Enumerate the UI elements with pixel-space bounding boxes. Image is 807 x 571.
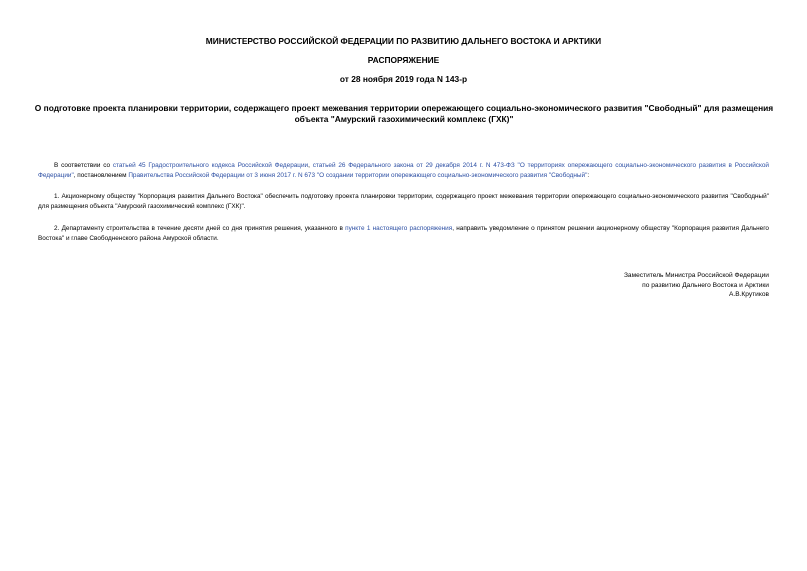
ministry-title: МИНИСТЕРСТВО РОССИЙСКОЙ ФЕДЕРАЦИИ ПО РАЗВИТИЮ ДАЛЬНЕГО ВОСТОКА И АРКТИКИ	[205, 36, 602, 46]
intro-text-1: В соответствии со	[54, 162, 113, 170]
link-point-1[interactable]: пункте 1 настоящего распоряжения	[345, 225, 453, 233]
para2-text-1: 2. Департаменту строительства в течение десяти дней со дня принятия решения, указанного в	[54, 225, 346, 233]
signature-block	[624, 271, 769, 300]
paragraph-2	[38, 224, 769, 242]
intro-text-4: :	[587, 171, 590, 179]
intro-text-2: ,	[308, 162, 313, 170]
link-federal-law-473[interactable]: статьей 26 Федерального закона от 29 декабря 2014 г. N 473-ФЗ "О территориях опережающего социально-экономического развития в Российской Федерации"	[38, 162, 769, 179]
signatory-name: А.В.Крутиков	[728, 291, 769, 299]
document-date: от 28 ноября 2019 года N 143-р	[339, 74, 468, 84]
link-government-decree-673[interactable]: Правительства Российской Федерации от 3 июня 2017 г. N 673 "О создании территории опережающего социально-экономического развития "Свободный"	[128, 171, 588, 179]
document-subject: О подготовке проекта планировки территории, содержащего проект межевания территории опережающего социально-экономического развития "Свободный" для размещения объекта "Амурский газохимический комплекс (ГХК)"	[34, 103, 774, 124]
intro-text-3: , постановлением	[73, 171, 129, 179]
document-type: РАСПОРЯЖЕНИЕ	[367, 55, 440, 65]
intro-paragraph	[38, 161, 769, 179]
paragraph-1: 1. Акционерному обществу "Корпорация развития Дальнего Востока" обеспечить подготовку проекта планировки территории, содержащего проект межевания территории опережающего социально-экономического развития "Свободный" для размещения объекта "Амурский газохимический комплекс (ГХК)".	[38, 193, 769, 210]
signatory-position-line-2: по развитию Дальнего Востока и Арктики	[642, 281, 769, 289]
signatory-position-line-1: Заместитель Министра Российской Федерации	[623, 272, 769, 279]
para2-text-2: , направить уведомление о принятом решении акционерному обществу "Корпорация развития Дальнего Востока" и главе Свободненского района Амурской области.	[38, 225, 769, 242]
link-town-planning-code[interactable]: статьей 45 Градостроительного кодекса Российской Федерации	[112, 162, 309, 170]
